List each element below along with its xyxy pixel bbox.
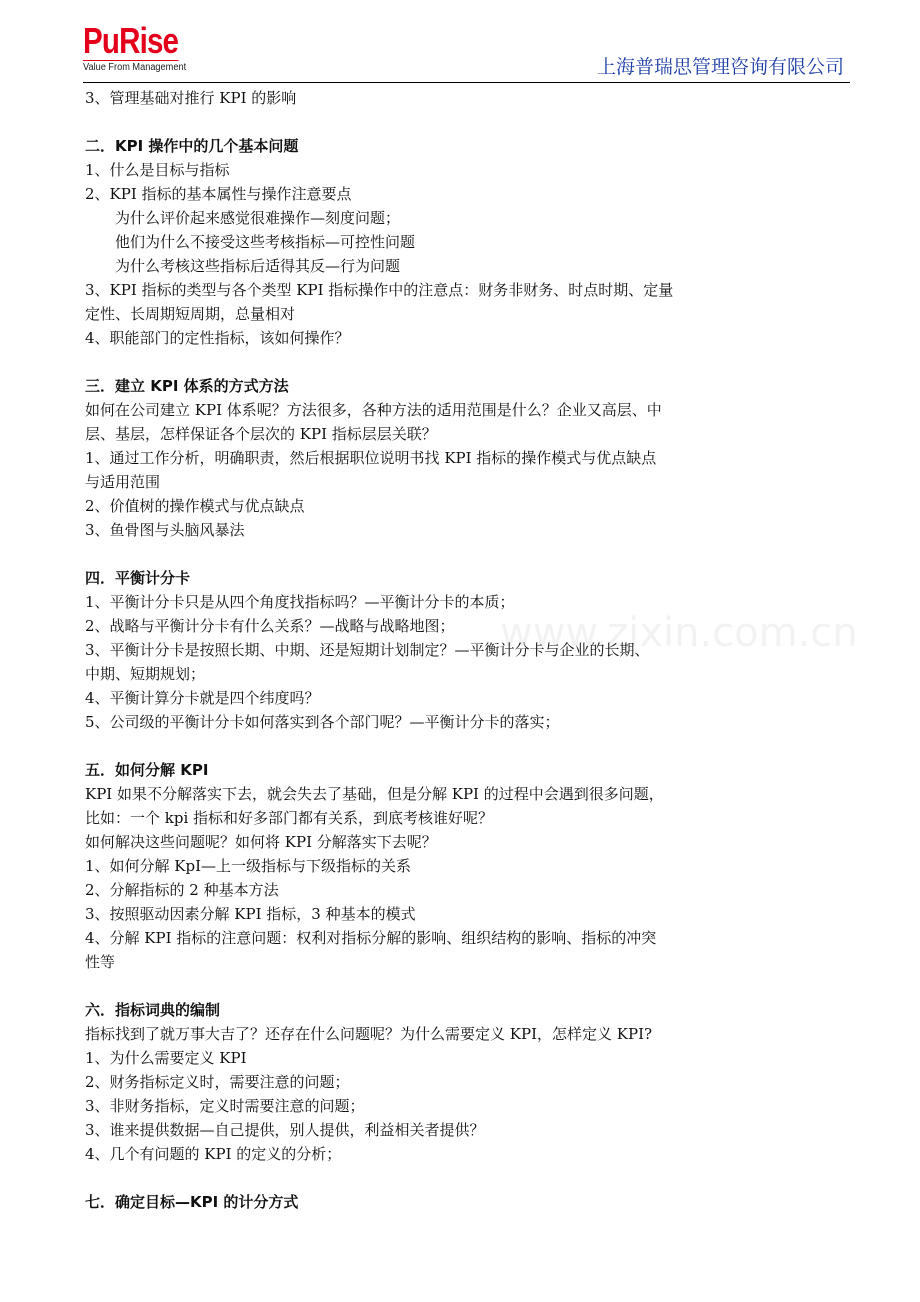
indented-line: 为什么评价起来感觉很难操作—刻度问题； [115, 209, 401, 227]
blank-line [85, 350, 805, 374]
section-heading: 五．如何分解 KPI [85, 761, 209, 779]
text-line: 2、KPI 指标的基本属性与操作注意要点 [85, 185, 352, 203]
text-line: 1、平衡计分卡只是从四个角度找指标吗？—平衡计分卡的本质； [85, 593, 515, 611]
blank-line [85, 974, 805, 998]
text-line: 1、如何分解 KpI—上一级指标与下级指标的关系 [85, 857, 412, 875]
text-line: 4、平衡计算分卡就是四个纬度吗？ [85, 689, 320, 707]
text-line: 3、鱼骨图与头脑风暴法 [85, 521, 245, 539]
text-line: 与适用范围 [85, 473, 161, 491]
text-line: 中期、短期规划； [85, 665, 206, 683]
purise-logo [83, 20, 199, 74]
text-line: 比如：一个 kpi 指标和好多部门都有关系，到底考核谁好呢？ [85, 809, 494, 827]
section-heading: 二．KPI 操作中的几个基本问题 [85, 137, 299, 155]
text-line: 3、非财务指标，定义时需要注意的问题； [85, 1097, 365, 1115]
section-heading: 四．平衡计分卡 [85, 569, 191, 587]
text-line: 3、KPI 指标的类型与各个类型 KPI 指标操作中的注意点：财务非财务、时点时期、定量 [85, 281, 674, 299]
text-line: 如何解决这些问题呢？如何将 KPI 分解落实下去呢？ [85, 833, 437, 851]
text-line: 层、基层，怎样保证各个层次的 KPI 指标层层关联？ [85, 425, 437, 443]
text-line: 4、分解 KPI 指标的注意问题：权利对指标分解的影响、组织结构的影响、指标的冲突 [85, 929, 657, 947]
text-line: 2、分解指标的 2 种基本方法 [85, 881, 279, 899]
page-header [83, 18, 850, 84]
header-rule [83, 82, 850, 83]
logo-tagline: Value From Management [83, 62, 187, 73]
company-name: 上海普瑞思管理咨询有限公司 [596, 56, 844, 78]
blank-line [85, 110, 805, 134]
text-line: 性等 [85, 953, 116, 971]
text-line: 4、几个有问题的 KPI 的定义的分析； [85, 1145, 342, 1163]
blank-line [85, 734, 805, 758]
text-line: 3、管理基础对推行 KPI 的影响 [85, 89, 297, 107]
text-line: 如何在公司建立 KPI 体系呢？方法很多，各种方法的适用范围是什么？企业又高层、中 [85, 401, 662, 419]
text-line: 定性、长周期短周期，总量相对 [85, 305, 296, 323]
indented-line: 他们为什么不接受这些考核指标—可控性问题 [115, 233, 416, 251]
logo-wordmark: PuRise [83, 20, 179, 61]
text-line: 1、通过工作分析，明确职责，然后根据职位说明书找 KPI 指标的操作模式与优点缺点 [85, 449, 657, 467]
text-line: 指标找到了就万事大吉了？还存在什么问题呢？为什么需要定义 KPI，怎样定义 KPI? [85, 1025, 653, 1043]
text-line: 2、价值树的操作模式与优点缺点 [85, 497, 305, 515]
watermark: www.zixin.com.cn [500, 610, 858, 656]
text-line: 1、什么是目标与指标 [85, 161, 230, 179]
section-heading: 三．建立 KPI 体系的方式方法 [85, 377, 289, 395]
indented-line: 为什么考核这些指标后适得其反—行为问题 [115, 257, 401, 275]
text-line: 5、公司级的平衡计分卡如何落实到各个部门呢？—平衡计分卡的落实； [85, 713, 560, 731]
blank-line [85, 1166, 805, 1190]
text-line: 2、战略与平衡计分卡有什么关系？—战略与战略地图； [85, 617, 455, 635]
text-line: 4、职能部门的定性指标，该如何操作？ [85, 329, 350, 347]
section-heading: 七．确定目标—KPI 的计分方式 [85, 1193, 299, 1211]
text-line: 1、为什么需要定义 KPI [85, 1049, 247, 1067]
text-line: 3、谁来提供数据—自己提供，别人提供，利益相关者提供？ [85, 1121, 485, 1139]
text-line: KPI 如果不分解落实下去，就会失去了基础，但是分解 KPI 的过程中会遇到很多问题， [85, 785, 664, 803]
document-body [85, 86, 805, 1214]
text-line: 2、财务指标定义时，需要注意的问题； [85, 1073, 350, 1091]
text-line: 3、平衡计分卡是按照长期、中期、还是短期计划制定？—平衡计分卡与企业的长期、 [85, 641, 650, 659]
blank-line [85, 542, 805, 566]
text-line: 3、按照驱动因素分解 KPI 指标，3 种基本的模式 [85, 905, 416, 923]
section-heading: 六．指标词典的编制 [85, 1001, 221, 1019]
